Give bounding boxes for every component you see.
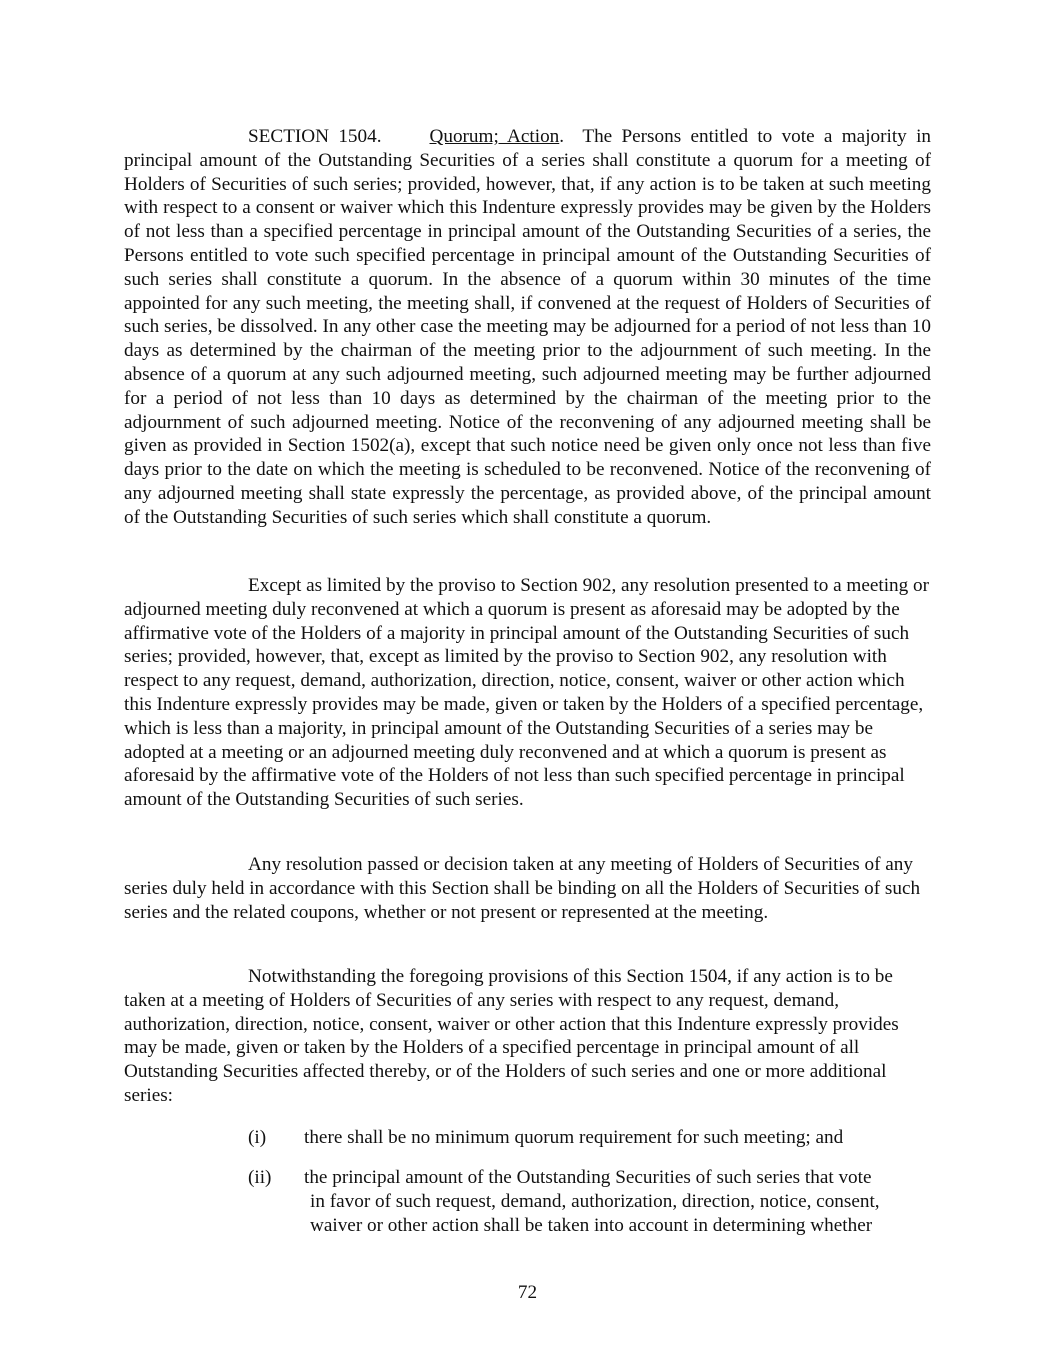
list-item xyxy=(248,1126,932,1150)
paragraph-text: Notwithstanding the foregoing provisions of this Section 1504, if any action is to be taken at a meeting of Holders of Securities of any series with respect to any request, demand, authorization, direction, notice, consent, waiver or other action that this Indenture expressly provides may be made, given or taken by the Holders of a specified percentage in principal amount of all Outstanding Securities affected thereby, or of the Holders of such series and one or more additional series: xyxy=(124,966,899,1106)
paragraph-binding-effect xyxy=(124,853,931,924)
section-body: The Persons entitled to vote a majority in principal amount of the Outstanding Securities of a series shall constitute a quorum for a meeting of Holders of Securities of such series; provided, however, that, if any action is to be taken at such meeting with respect to a consent or waiver which this Indenture expressly provides may be given by the Holders of not less than a specified percentage in principal amount of the Outstanding Securities of a series, the Persons entitled to vote such specified percentage in principal amount of the Outstanding Securities of such series shall constitute a quorum. In the absence of a quorum within 30 minutes of the time appointed for any such meeting, the meeting shall, if convened at the request of Holders of Securities of such series, be dissolved. In any other case the meeting may be adjourned for a period of not less than 10 days as determined by the chairman of the meeting prior to the adjournment of such meeting. In the absence of a quorum at any such adjourned meeting, such adjourned meeting may be further adjourned for a period of not less than 10 days as determined by the chairman of the meeting prior to the adjournment of such adjourned meeting. Notice of the reconvening of any adjourned meeting shall be given as provided in Section 1502(a), except that such notice need be given only once not less than five days prior to the date on which the meeting is scheduled to be reconvened. Notice of the reconvening of any adjourned meeting shall state expressly the percentage, as provided above, of the principal amount of the Outstanding Securities of such series which shall constitute a quorum. xyxy=(124,126,932,528)
list-item-text: there shall be no minimum quorum requirement for such meeting; and xyxy=(304,1127,844,1148)
section-title-period: . xyxy=(559,126,565,147)
section-1504-paragraph xyxy=(124,125,931,530)
section-heading: SECTION 1504. xyxy=(248,126,382,147)
list-item-text-first-line: the principal amount of the Outstanding Securities of such series that vote xyxy=(304,1167,872,1188)
page-number: 72 xyxy=(517,1282,538,1303)
list-item xyxy=(248,1166,932,1237)
paragraph-text: Except as limited by the proviso to Section 902, any resolution presented to a meeting or adjourned meeting duly reconvened at which a quorum is present as aforesaid may be adopted by the affirmative vote of the Holders of a majority in principal amount of the Outstanding Securities of such series; provided, however, that, except as limited by the proviso to Section 902, any resolution with respect to any request, demand, authorization, direction, notice, consent, waiver or other action which this Indenture expressly provides may be made, given or taken by the Holders of a specified percentage, which is less than a majority, in principal amount of the Outstanding Securities of a series may be adopted at a meeting or an adjourned meeting duly reconvened and at which a quorum is present as aforesaid by the affirmative vote of the Holders of not less than such specified percentage in principal amount of the Outstanding Securities of such series. xyxy=(124,575,930,811)
paragraph-text: Any resolution passed or decision taken at any meeting of Holders of Securities of any series duly held in accordance with this Section shall be binding on all the Holders of Securities of such series and the related coupons, whether or not present or represented at the meeting. xyxy=(124,854,921,923)
paragraph-resolution-adoption xyxy=(124,574,931,812)
list-item-marker: (ii) xyxy=(248,1167,272,1188)
list-item-text-continuation: in favor of such request, demand, authorization, direction, notice, consent, waiver or other action shall be taken into account in determining whether xyxy=(310,1190,880,1236)
list-item-text xyxy=(304,1166,932,1237)
list-item-marker: (i) xyxy=(248,1127,267,1148)
paragraph-notwithstanding xyxy=(124,965,931,1108)
section-title: Quorum; Action xyxy=(429,126,560,147)
